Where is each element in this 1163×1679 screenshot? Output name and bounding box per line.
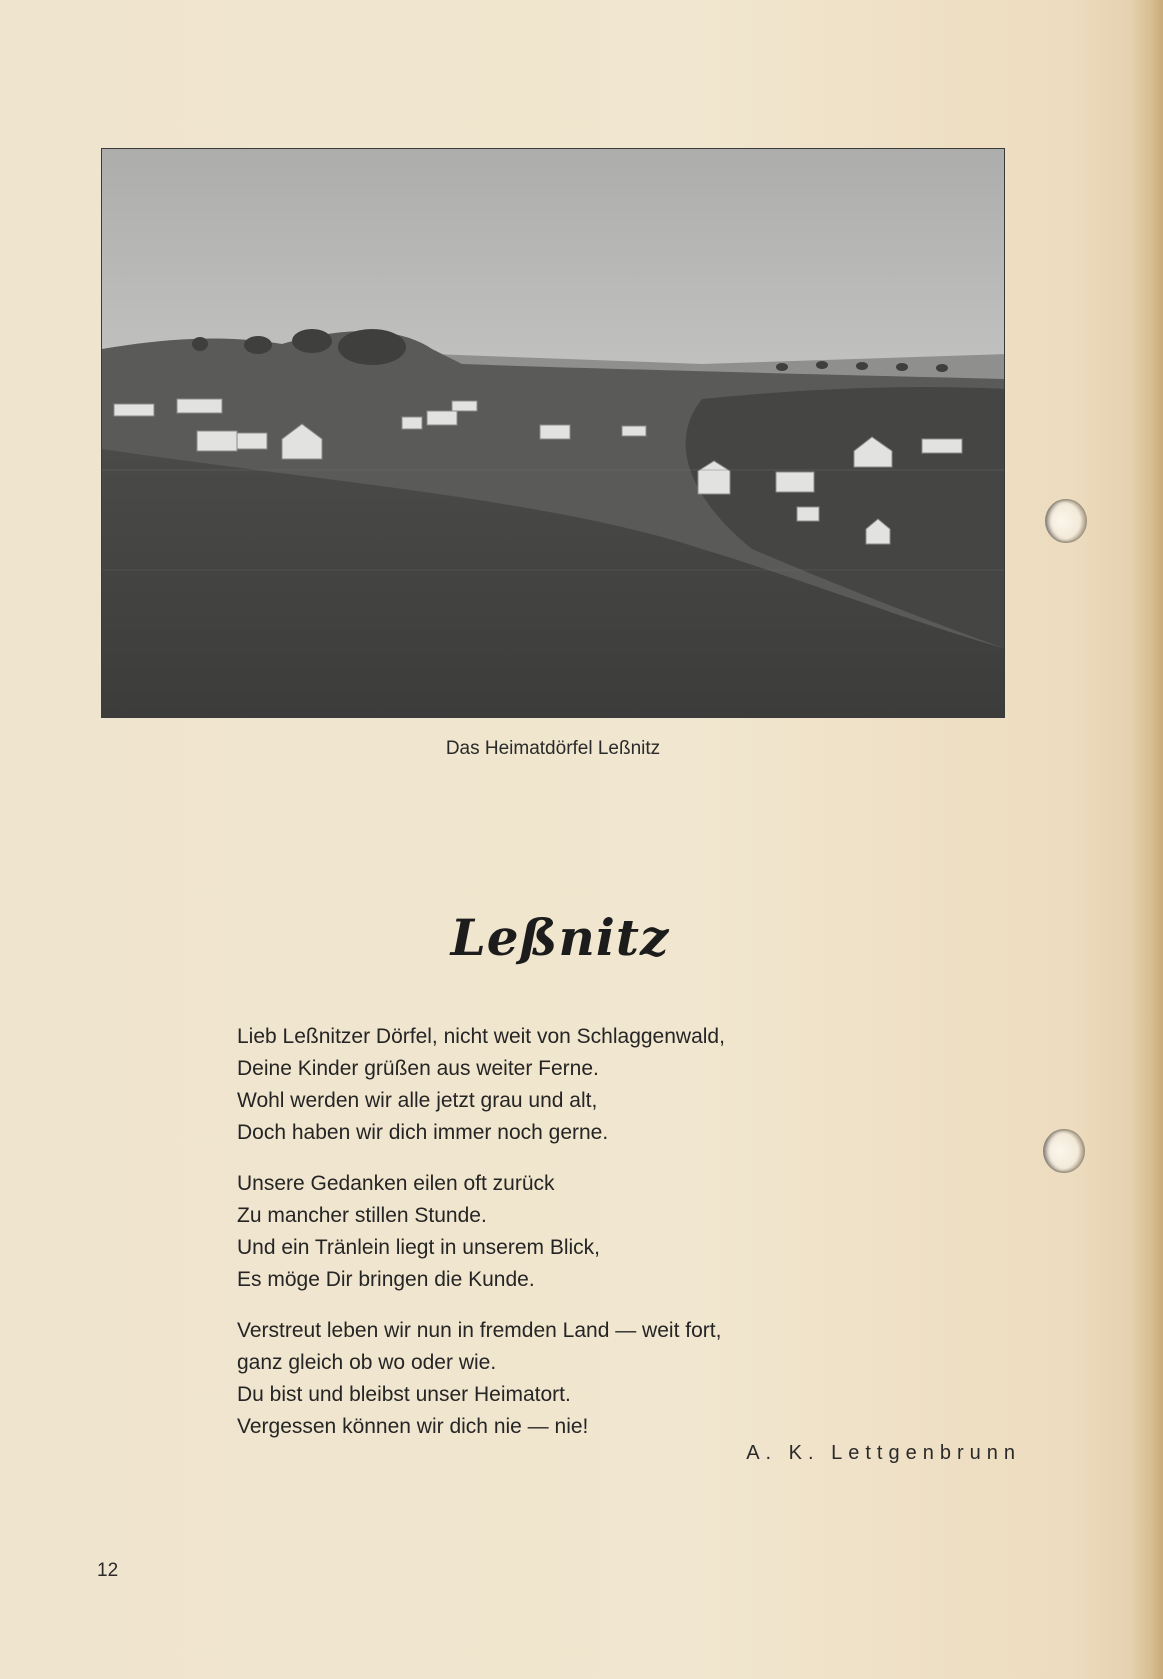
- village-landscape-image: [102, 149, 1005, 718]
- poem-line: Verstreut leben wir nun in fremden Land — weit fort,: [237, 1319, 722, 1342]
- village-photo: [101, 148, 1005, 718]
- poem-line: Lieb Leßnitzer Dörfel, nicht weit von Schlaggenwald,: [237, 1025, 725, 1048]
- stanza-3: [237, 1315, 877, 1443]
- stanza-1: [237, 1021, 877, 1149]
- poem-line: Du bist und bleibst unser Heimatort.: [237, 1383, 571, 1406]
- poem-title: Leßnitz: [450, 908, 670, 967]
- poem-line: Zu mancher stillen Stunde.: [237, 1204, 487, 1227]
- punch-hole-top: [1045, 499, 1087, 543]
- poem-line: Vergessen können wir dich nie — nie!: [237, 1415, 589, 1438]
- stanza-2: [237, 1168, 877, 1296]
- poem-line: Unsere Gedanken eilen oft zurück: [237, 1172, 555, 1195]
- poem-line: Und ein Tränlein liegt in unserem Blick,: [237, 1236, 601, 1259]
- poem-line: Es möge Dir bringen die Kunde.: [237, 1268, 535, 1291]
- photo-caption: Das Heimatdörfel Leßnitz: [445, 738, 661, 759]
- page-number: 12: [97, 1560, 119, 1581]
- poem-line: Doch haben wir dich immer noch gerne.: [237, 1121, 609, 1144]
- page-edge-shadow: [1131, 0, 1163, 1679]
- poem-line: Wohl werden wir alle jetzt grau und alt,: [237, 1089, 598, 1112]
- punch-hole-bottom: [1043, 1129, 1085, 1173]
- poem-author: A. K. Lettgenbrunn: [746, 1442, 1021, 1464]
- poem-line: Deine Kinder grüßen aus weiter Ferne.: [237, 1057, 599, 1080]
- poem-line: ganz gleich ob wo oder wie.: [237, 1351, 497, 1374]
- poem-body: [237, 1021, 877, 1462]
